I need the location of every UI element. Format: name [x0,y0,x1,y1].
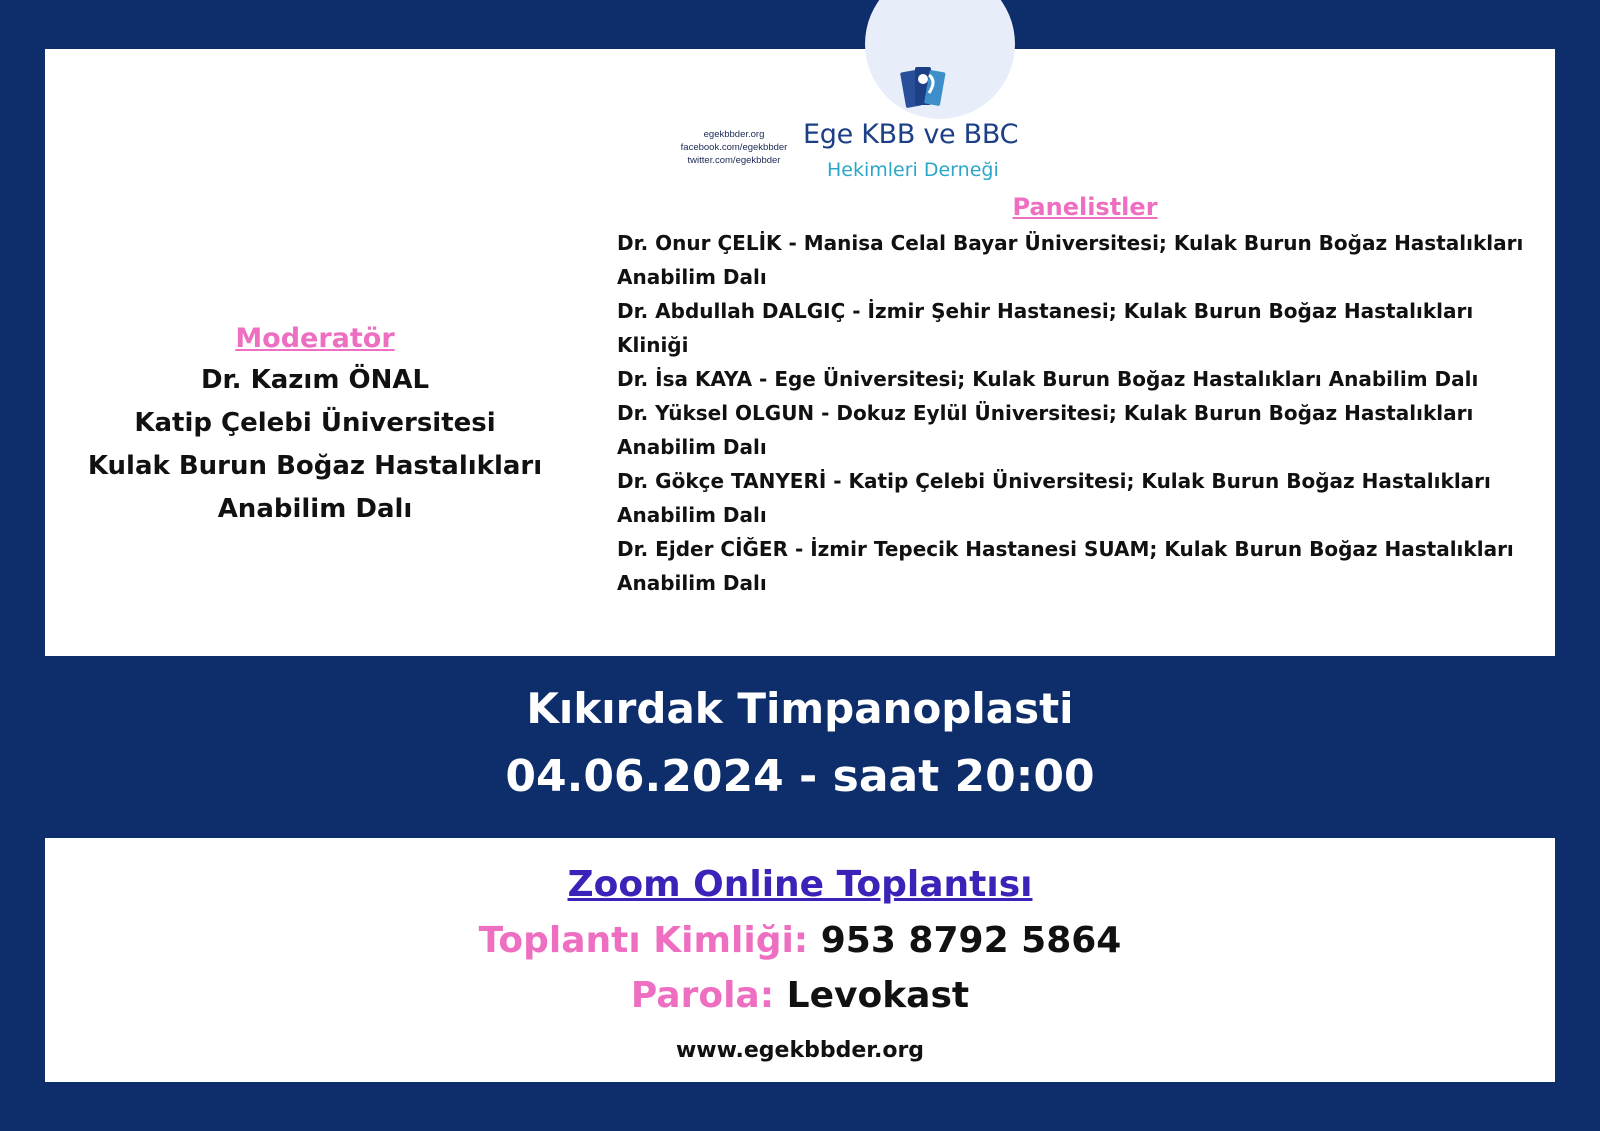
panelist-entry: Dr. Onur ÇELİK - Manisa Celal Bayar Üniversitesi; Kulak Burun Boğaz Hastalıkları Anabilim Dalı [617,231,1524,289]
speakers-panel [45,49,1555,656]
panelist-entry: Dr. Ejder CİĞER - İzmir Tepecik Hastanesi SUAM; Kulak Burun Boğaz Hastalıkları Anabilim Dalı [617,537,1514,595]
meeting-id-row [45,916,1555,966]
logo-name: Ege KBB ve BBC [803,119,1019,150]
meeting-id-value: 953 8792 5864 [808,920,1122,961]
moderator-name: Dr. Kazım ÖNAL [200,365,430,395]
panelist-entry: Dr. İsa KAYA - Ege Üniversitesi; Kulak Burun Boğaz Hastalıkları Anabilim Dalı [617,367,1479,391]
password-value: Levokast [774,975,970,1016]
password-row [45,971,1555,1021]
moderator-department: Kulak Burun Boğaz Hastalıkları [87,451,543,481]
event-title-band [0,676,1600,812]
event-datetime: 04.06.2024 - saat 20:00 [505,751,1095,802]
social-website: egekbbder.org [703,129,765,140]
logo-subname: Hekimleri Derneği [827,159,999,181]
panelists-heading: Panelistler [1012,193,1158,221]
social-links [675,128,793,167]
panelists-list [617,226,1542,600]
moderator-block [45,319,585,531]
panelist-entry: Dr. Gökçe TANYERİ - Katip Çelebi Üniversitesi; Kulak Burun Boğaz Hastalıkları Anabilim Dalı [617,469,1491,527]
moderator-heading: Moderatör [235,323,395,354]
social-facebook: facebook.com/egekbbder [680,142,788,153]
association-logo [675,49,1035,189]
moderator-division: Anabilim Dalı [217,494,413,524]
panelist-entry: Dr. Yüksel OLGUN - Dokuz Eylül Üniversitesi; Kulak Burun Boğaz Hastalıkları Anabilim Dalı [617,401,1474,459]
ear-book-icon [893,57,953,117]
social-twitter: twitter.com/egekbbder [687,155,781,166]
zoom-meeting-link[interactable]: Zoom Online Toplantısı [567,864,1033,905]
moderator-university: Katip Çelebi Üniversitesi [134,408,496,438]
meeting-id-label: Toplantı Kimliği: [478,920,809,961]
website-link[interactable]: www.egekbbder.org [675,1038,925,1063]
password-label: Parola: [630,975,775,1016]
meeting-info-panel [45,838,1555,1082]
panelist-entry: Dr. Abdullah DALGIÇ - İzmir Şehir Hastanesi; Kulak Burun Boğaz Hastalıkları Kliniği [617,299,1474,357]
event-title: Kıkırdak Timpanoplasti [526,684,1074,733]
